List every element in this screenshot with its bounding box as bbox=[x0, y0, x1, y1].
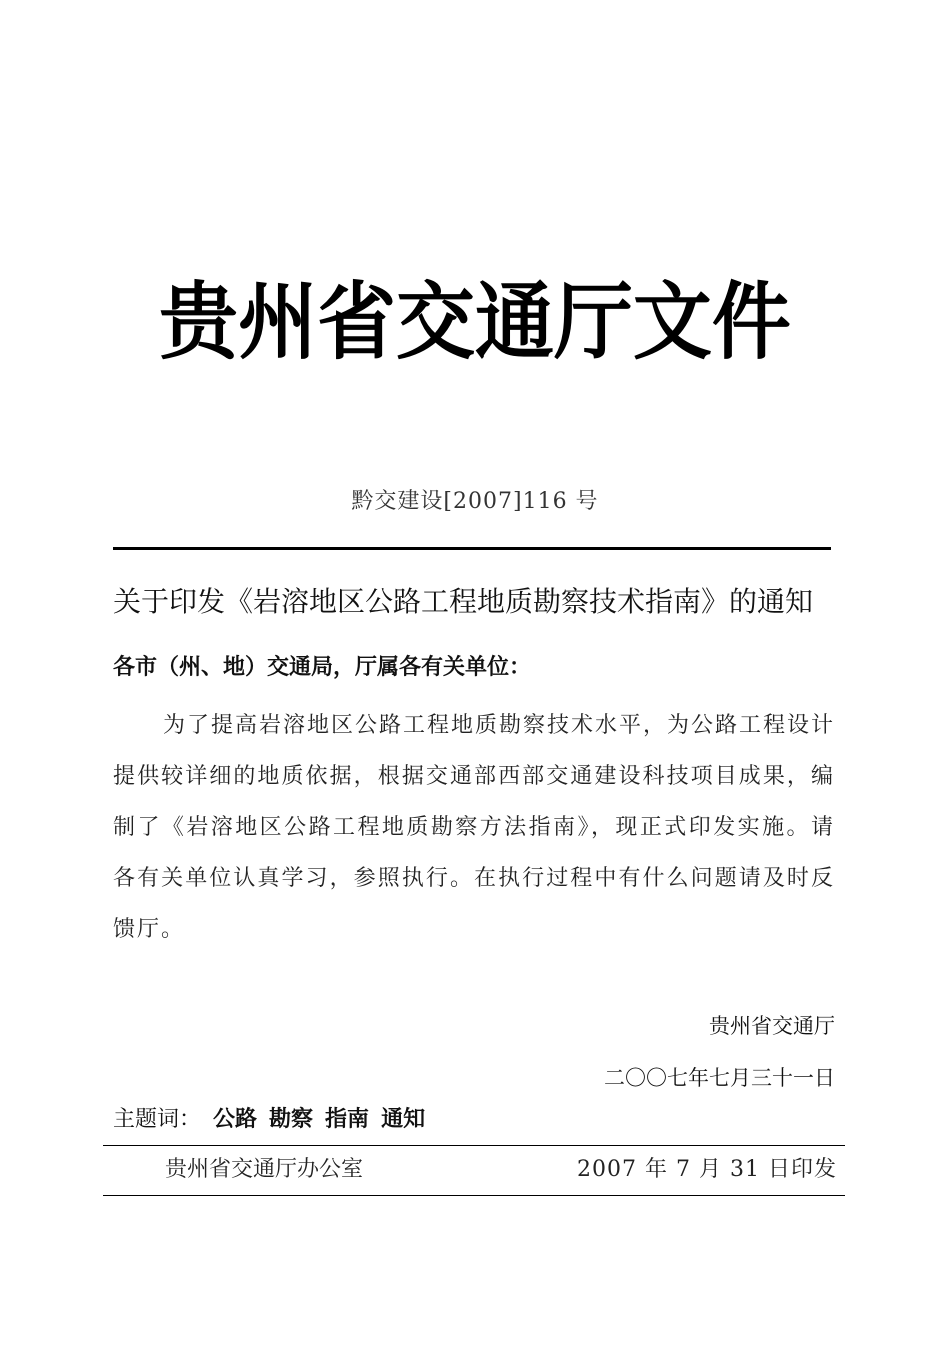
document-header: 贵州省交通厅文件 bbox=[159, 273, 791, 371]
keyword-item: 公路 bbox=[213, 1107, 258, 1132]
body-paragraph: 为了提高岩溶地区公路工程地质勘察技术水平，为公路工程设计提供较详细的地质依据，根据交通部西部交通建设科技项目成果，编制了《岩溶地区公路工程地质勘察方法指南》，现正式印发实施。请各有关单位认真学习，参照执行。在执行过程中有什么问题请及时反馈厅。 bbox=[113, 713, 836, 942]
issue-date: 2007 年 7 月 31 日印发 bbox=[577, 1157, 837, 1182]
keyword-item: 指南 bbox=[325, 1107, 370, 1132]
footer-top-divider bbox=[103, 1145, 845, 1146]
footer-bottom-divider bbox=[103, 1195, 845, 1196]
addressee: 各市（州、地）交通局，厅属各有关单位： bbox=[113, 655, 532, 680]
keywords-label: 主题词： bbox=[113, 1107, 202, 1132]
keyword-item: 通知 bbox=[381, 1107, 426, 1132]
signature-organization: 贵州省交通厅 bbox=[709, 1014, 835, 1038]
header-divider bbox=[113, 547, 831, 550]
keyword-item: 勘察 bbox=[269, 1107, 314, 1132]
document-number: 黔交建设[2007]116 号 bbox=[351, 489, 599, 514]
issuing-office: 贵州省交通厅办公室 bbox=[165, 1157, 364, 1182]
signature-date: 二〇〇七年七月三十一日 bbox=[604, 1066, 835, 1090]
keywords-line bbox=[113, 1102, 425, 1138]
document-title: 关于印发《岩溶地区公路工程地质勘察技术指南》的通知 bbox=[113, 585, 814, 618]
